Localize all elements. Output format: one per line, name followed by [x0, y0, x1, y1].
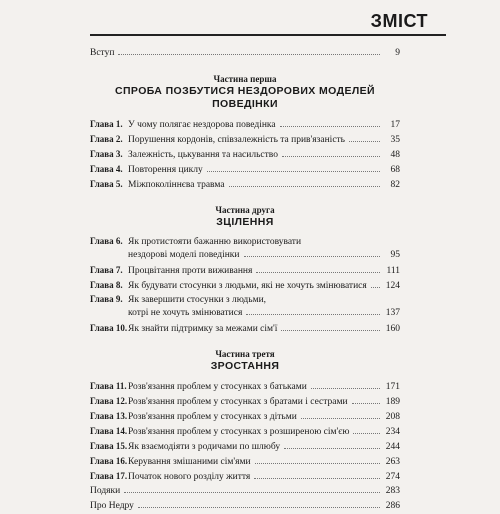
chapter-title: Розв'язання проблем у стосунках з братами і сестрами	[128, 397, 348, 407]
leader-dots	[353, 433, 380, 434]
toc-intro	[90, 46, 400, 61]
part-3-title: ЗРОСТАННЯ	[210, 360, 280, 372]
chapter-page: 111	[386, 266, 400, 276]
leader-dots	[281, 330, 380, 331]
chapter-label: Глава 7.	[90, 265, 123, 275]
header-divider	[90, 34, 446, 36]
end-item-page: 286	[385, 501, 400, 511]
chapter-title: Порушення кордонів, співзалежність та прив'язаність	[128, 135, 346, 145]
chapter-page: 35	[390, 135, 400, 145]
toc-chapter-8	[90, 278, 400, 293]
leader-dots	[124, 492, 380, 493]
table-of-contents	[90, 46, 400, 514]
toc-about-nedra	[90, 499, 400, 514]
leader-dots	[282, 156, 380, 157]
chapter-label: Глава 4.	[90, 164, 123, 174]
toc-chapter-15	[90, 439, 400, 454]
chapter-title: Процвітання проти виживання	[128, 266, 253, 276]
end-item-page: 283	[385, 486, 400, 496]
chapter-title: У чому полягає нездорова поведінка	[128, 120, 276, 130]
toc-acknowledgements	[90, 484, 400, 499]
intro-page: 9	[395, 48, 400, 58]
chapter-page: 82	[390, 180, 400, 190]
chapter-page: 137	[385, 308, 400, 318]
chapter-label: Глава 2.	[90, 134, 123, 144]
leader-dots	[229, 186, 380, 187]
chapter-page: 48	[390, 150, 400, 160]
chapter-title: Як взаємодіяти з родичами по шлюбу	[128, 442, 281, 452]
leader-dots	[244, 256, 381, 257]
end-item-label: Про Недру	[90, 501, 134, 511]
chapter-page: 17	[390, 120, 400, 130]
chapter-title-continued: котрі не хочуть змінюватися	[128, 308, 243, 318]
chapter-page: 160	[385, 324, 400, 334]
chapter-page: 274	[385, 472, 400, 482]
chapter-page: 263	[385, 457, 400, 467]
chapter-label: Глава 10.	[90, 323, 128, 333]
chapter-page: 124	[385, 281, 400, 291]
toc-chapter-5	[90, 177, 400, 192]
toc-chapter-9-line-2	[90, 306, 400, 321]
intro-label: Вступ	[90, 48, 115, 58]
chapter-title: Повторення циклу	[128, 165, 203, 175]
chapter-title: Як протистояти бажанню використовувати	[128, 237, 302, 247]
chapter-page: 208	[385, 412, 400, 422]
part-2-label: Частина друга	[215, 205, 275, 215]
leader-dots	[254, 478, 380, 479]
chapter-label: Глава 5.	[90, 179, 123, 189]
part-3-label: Частина третя	[215, 349, 275, 359]
toc-chapter-16	[90, 454, 400, 469]
chapter-label: Глава 8.	[90, 280, 123, 290]
chapter-page: 95	[390, 250, 400, 260]
chapter-title: Розв'язання проблем у стосунках з батьками	[128, 382, 307, 392]
chapter-title: Початок нового розділу життя	[128, 472, 251, 482]
toc-chapter-6-line-2	[90, 248, 400, 263]
chapter-page: 68	[390, 165, 400, 175]
toc-chapter-11	[90, 379, 400, 394]
chapter-label: Глава 1.	[90, 119, 123, 129]
toc-chapter-1	[90, 117, 400, 132]
chapter-title-continued: нездорові моделі поведінки	[128, 250, 240, 260]
toc-chapter-3	[90, 147, 400, 162]
chapter-label: Глава 16.	[90, 456, 128, 466]
chapter-title: Міжпоколіннєва травма	[128, 180, 225, 190]
toc-chapter-10	[90, 321, 400, 336]
leader-dots	[371, 287, 380, 288]
chapter-page: 171	[385, 382, 400, 392]
leader-dots	[255, 463, 380, 464]
part-1-label: Частина перша	[213, 74, 277, 84]
chapter-label: Глава 14.	[90, 426, 128, 436]
chapter-label: Глава 6.	[90, 236, 123, 246]
leader-dots	[280, 126, 380, 127]
leader-dots	[207, 171, 380, 172]
chapter-page: 234	[385, 427, 400, 437]
chapter-label: Глава 9.	[90, 294, 123, 304]
chapter-label: Глава 13.	[90, 411, 128, 421]
page-title: ЗМІСТ	[370, 11, 428, 31]
toc-chapter-17	[90, 469, 400, 484]
leader-dots	[138, 507, 380, 508]
leader-dots	[311, 388, 380, 389]
chapter-title: Як завершити стосунки з людьми,	[128, 295, 267, 305]
leader-dots	[352, 403, 380, 404]
leader-dots	[118, 54, 380, 55]
toc-chapter-2	[90, 132, 400, 147]
chapter-title: Як знайти підтримку за межами сім'ї	[128, 324, 278, 334]
leader-dots	[284, 448, 380, 449]
part-2-title: ЗЦІЛЕННЯ	[216, 216, 274, 228]
part-1-title: СПРОБА ПОЗБУТИСЯ НЕЗДОРОВИХ МОДЕЛЕЙ ПОВЕДІНКИ	[115, 85, 375, 110]
end-item-label: Подяки	[90, 486, 121, 496]
chapter-label: Глава 15.	[90, 441, 128, 451]
leader-dots	[301, 418, 380, 419]
chapter-title: Як будувати стосунки з людьми, які не хочуть змінюватися	[128, 281, 367, 291]
chapter-label: Глава 11.	[90, 381, 127, 391]
chapter-title: Керування змішаними сім'ями	[128, 457, 251, 467]
toc-chapter-14	[90, 424, 400, 439]
chapter-label: Глава 12.	[90, 396, 128, 406]
chapter-page: 244	[385, 442, 400, 452]
toc-chapter-4	[90, 162, 400, 177]
toc-chapter-13	[90, 409, 400, 424]
leader-dots	[349, 141, 380, 142]
chapter-title: Залежність, цькування та насильство	[128, 150, 278, 160]
toc-chapter-7	[90, 263, 400, 278]
chapter-label: Глава 17.	[90, 471, 128, 481]
toc-chapter-9-line-1	[90, 293, 400, 306]
toc-chapter-12	[90, 394, 400, 409]
toc-chapter-6-line-1	[90, 235, 400, 248]
chapter-label: Глава 3.	[90, 149, 123, 159]
leader-dots	[246, 314, 380, 315]
chapter-title: Розв'язання проблем у стосунках з розширеною сім'єю	[128, 427, 350, 437]
chapter-title: Розв'язання проблем у стосунках з дітьми	[128, 412, 297, 422]
leader-dots	[256, 272, 380, 273]
chapter-page: 189	[385, 397, 400, 407]
